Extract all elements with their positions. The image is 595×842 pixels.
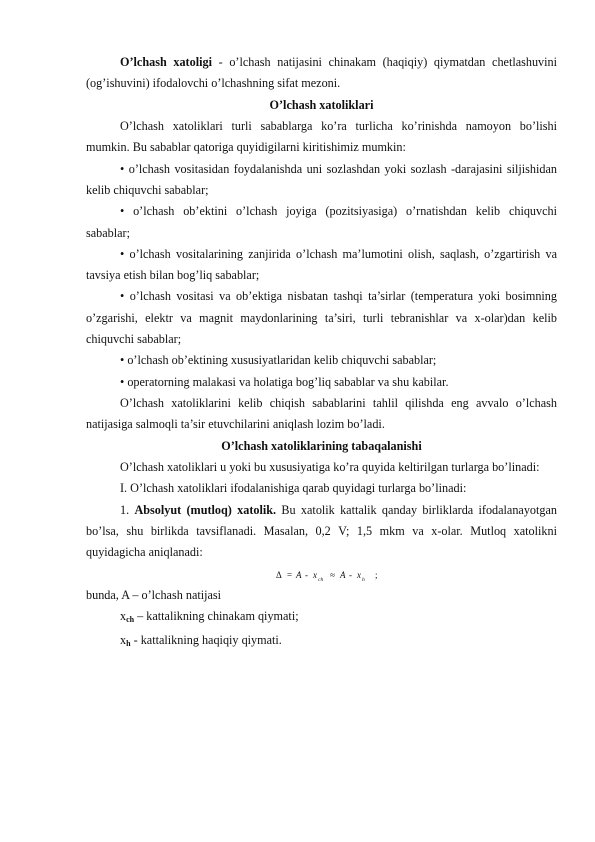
- symbol: x: [120, 633, 127, 648]
- formula-minus: -: [305, 569, 308, 580]
- bullet-item: • o’lchash ob’ektini o’lchash joyiga (pozitsiyasiga) o’rnatishdan kelib chiquvchi sabablar;: [86, 204, 557, 240]
- formula-a: A: [340, 569, 346, 580]
- paragraph-classification: I. O’lchash xatoliklari ifodalanishiga qarab quyidagi turlarga bo’linadi:: [120, 481, 467, 496]
- formula-minus: -: [349, 569, 352, 580]
- bullet-item: • o’lchash ob’ektining xususiyatlaridan kelib chiquvchi sabablar;: [120, 353, 437, 368]
- definition-paragraph: [86, 52, 557, 95]
- definition-xh: [86, 630, 557, 654]
- symbol-subscript: h: [126, 639, 131, 649]
- symbol: x: [120, 608, 127, 623]
- definition-text: - kattalikning haqiqiy qiymati.: [130, 633, 282, 648]
- paragraph-absolute-error: [86, 500, 557, 564]
- list-number: 1.: [120, 502, 130, 517]
- absolute-error-formula: [86, 564, 557, 585]
- absolute-error-term: Absolyut (mutloq) xatolik.: [134, 502, 277, 517]
- formula-approx: ≈: [330, 569, 335, 580]
- formula-x: x: [313, 569, 317, 580]
- bullet-item: • o’lchash vositalarining zanjirida o’lchash ma’lumotini olish, saqlash, o’zgartirish va tavsiya etish bilan bog’liq sabablar;: [86, 246, 557, 283]
- formula-delta: Δ: [276, 569, 282, 580]
- definition-xch: [86, 606, 557, 630]
- symbol-subscript: ch: [126, 614, 135, 624]
- bullet-item: • o’lchash vositasidan foydalanishda uni sozlashdan yoki sozlash -darajasini siljishidan kelib chiquvchi sabablar;: [86, 161, 557, 197]
- formula-svg: [276, 568, 386, 584]
- paragraph-analysis: O’lchash xatoliklarini kelib chiqish sabablarini tahlil qilishda eng avvalo o’lchash natijasiga salmoqli ta’sir etuvchilarini aniqlash lozim bo’ladi.: [86, 395, 557, 432]
- document-page: [86, 52, 557, 654]
- section-heading: O’lchash xatoliklari: [269, 97, 374, 112]
- bullet-item: • o’lchash vositasi va ob’ektiga nisbatan tashqi ta’sirlar (temperatura yoki bosimning o’zgarishi, elektr va magnit maydonlarining ta’siri, turli tebranishlar va x-olar)dan kelib chiquvchi sabablar;: [86, 289, 557, 347]
- paragraph-causes-intro: O’lchash xatoliklari turli sabablarga ko’ra turlicha ko’rinishda namoyon bo’lishi mumkin. Bu sabablar qatoriga quyidigilarni kiritishimiz mumkin:: [86, 119, 557, 155]
- formula-a: A: [296, 569, 302, 580]
- definition-text: - o’lchash natijasini chinakam (haqiqiy) qiymatdan: [218, 55, 486, 69]
- paragraph-where: bunda, A – o’lchash natijasi: [86, 587, 222, 602]
- formula-x: x: [357, 569, 361, 580]
- definition-text: – kattalikning chinakam qiymati;: [134, 608, 299, 623]
- formula-end: ;: [375, 569, 378, 580]
- paragraph-types-intro: O’lchash xatoliklari u yoki bu xususiyatiga ko’ra quyida keltirilgan turlarga bo’linadi:: [120, 460, 540, 475]
- formula-sub: ch: [318, 576, 324, 583]
- formula-sub: h: [362, 576, 365, 583]
- absolute-error-text: Bu xatolik kattalik qanday birliklarda ifodalanayotgan bo’lsa, shu birlikda tavsiflanadi. Masalan, 0,2 V; 1,5 mkm va x-olar. Mutloq xatolikni quyidagicha aniqlanadi:: [86, 502, 558, 560]
- formula-equals: =: [287, 569, 293, 580]
- definition-term: O’lchash xatoligi: [120, 55, 212, 69]
- section-heading: O’lchash xatoliklarining tabaqalanishi: [221, 438, 422, 453]
- definition-text-cont: chetlashuvini (og’ishuvini) ifodalovchi o’lchashning sifat mezoni.: [86, 55, 558, 91]
- bullet-item: • operatorning malakasi va holatiga bog’liq sabablar va shu kabilar.: [120, 374, 449, 389]
